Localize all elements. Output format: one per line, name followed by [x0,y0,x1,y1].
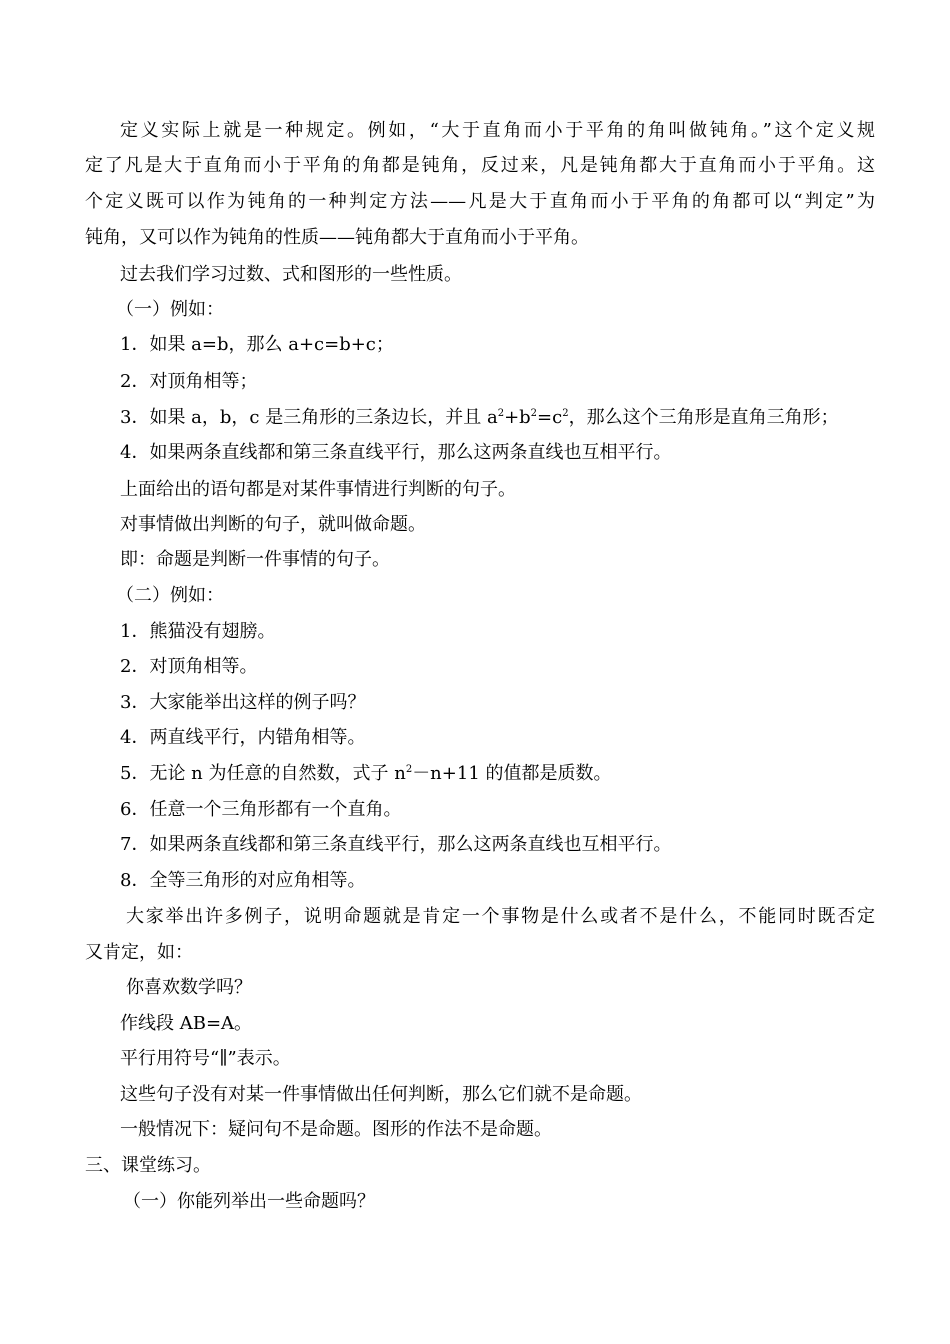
list-item: 1．熊猫没有翅膀。 [120,621,276,642]
text-line: 这些句子没有对某一件事情做出任何判断，那么它们就不是命题。 [120,1084,642,1105]
nonprop-example: 作线段 AB=A。 [120,1013,253,1034]
paragraph-line: 大家举出许多例子，说明命题就是肯定一个事物是什么或者不是什么，不能同时既否定 [126,906,875,927]
paragraph-line: 又肯定，如： [85,942,193,963]
list-item: 8．全等三角形的对应角相等。 [120,870,366,891]
paragraph-line: 个定义既可以作为钝角的一种判定方法——凡是大于直角而小于平角的角都可以“判定”为 [85,191,875,212]
list-item: 4．如果两条直线都和第三条直线平行，那么这两条直线也互相平行。 [120,442,672,463]
list-item: 6．任意一个三角形都有一个直角。 [120,799,402,820]
intro-line: 过去我们学习过数、式和图形的一些性质。 [120,264,462,285]
section-heading: 三、课堂练习。 [85,1155,211,1176]
paragraph-line: 定了凡是大于直角而小于平角的角都是钝角，反过来，凡是钝角都大于直角而小于平角。这 [85,155,875,176]
list-item: 7．如果两条直线都和第三条直线平行，那么这两条直线也互相平行。 [120,834,672,855]
list-item: （一）你能列举出一些命题吗？ [123,1191,375,1212]
text-line: 上面给出的语句都是对某件事情进行判断的句子。 [120,479,516,500]
list-item: 4．两直线平行，内错角相等。 [120,727,366,748]
list-item: 2．对顶角相等。 [120,656,258,677]
nonprop-example: 平行用符号“∥”表示。 [120,1048,291,1069]
paragraph-line: 定义实际上就是一种规定。例如，“大于直角而小于平角的角叫做钝角。”这个定义规 [120,120,875,141]
text-line: 一般情况下：疑问句不是命题。图形的作法不是命题。 [120,1119,552,1140]
nonprop-example: 你喜欢数学吗？ [126,977,252,998]
example-heading: （一）例如： [116,299,224,320]
list-item: 1．如果 a=b，那么 a+c=b+c； [120,334,394,355]
list-item: 2．对顶角相等； [120,371,258,392]
example-heading: （二）例如： [116,585,224,606]
list-item: 3．大家能举出这样的例子吗？ [120,692,366,713]
list-item: 5．无论 n 为任意的自然数，式子 $n^2-n+11$ 的值都是质数。 [120,763,612,784]
text-line: 对事情做出判断的句子，就叫做命题。 [120,514,426,535]
text-line: 即：命题是判断一件事情的句子。 [120,549,390,570]
list-item: 3．如果 a，b，c 是三角形的三条边长，并且 $a^2+b^2=c^2$，那么这个三角形是直角三角形； [120,407,839,428]
paragraph-line: 钝角，又可以作为钝角的性质——钝角都大于直角而小于平角。 [85,227,589,248]
